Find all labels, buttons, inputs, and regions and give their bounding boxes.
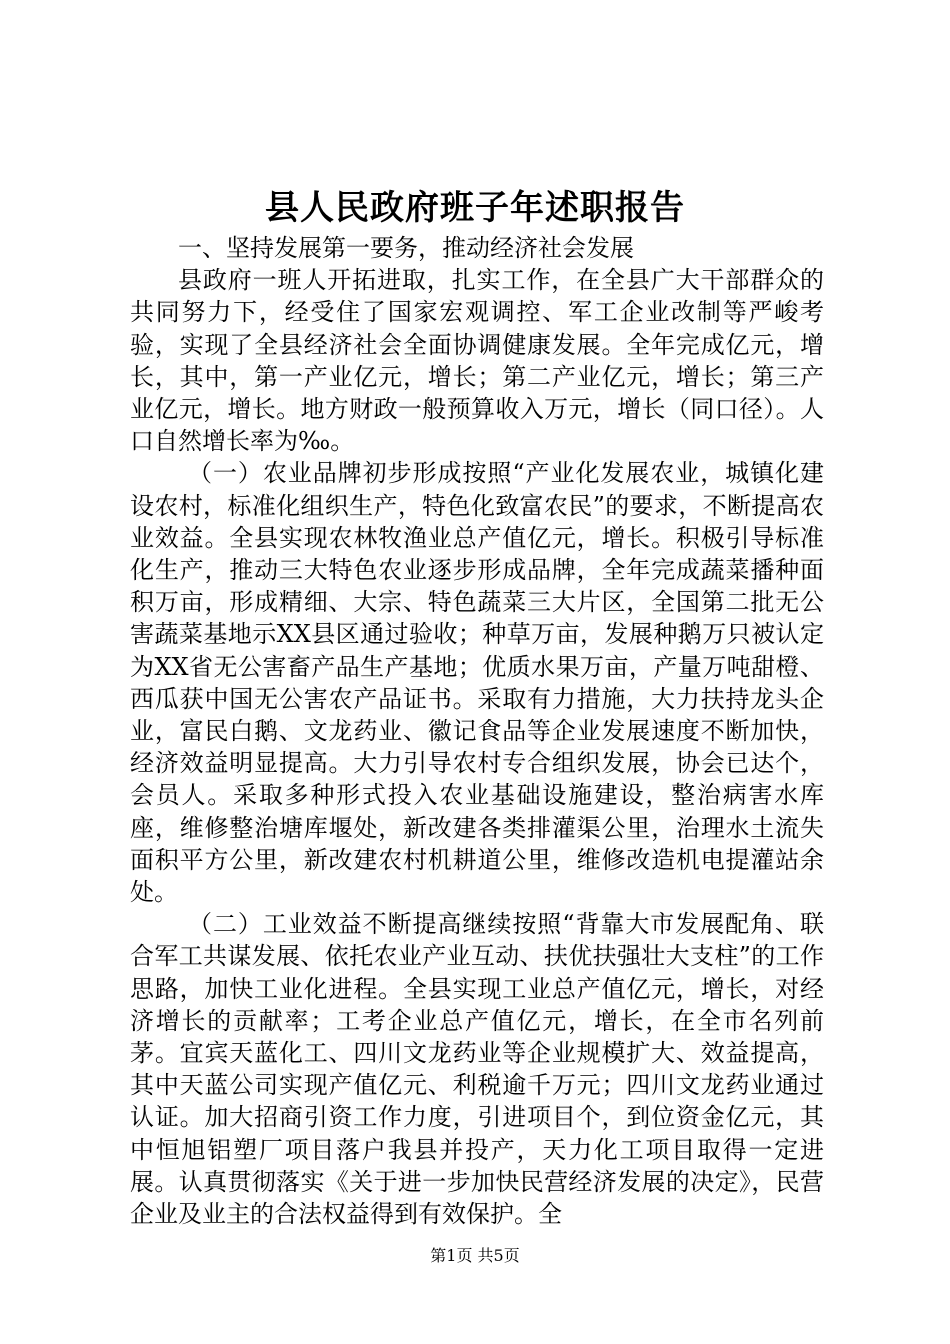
paragraph-industry: （二）工业效益不断提高继续按照“背靠大市发展配角、联合军工共谋发展、依托农业产业互动、扶优扶强壮大支柱”的工作思路，加快工业化进程。全县实现工业总产值亿元，增长，对经济增长的贡献率；工考企业总产值亿元，增长，在全市名列前茅。宜宾天蓝化工、四川文龙药业等企业规模扩大、效益提高，其中天蓝公司实现产值亿元、利税逾千万元；四川文龙药业通过认证。加大招商引资工作力度，引进项目个，到位资金亿元，其中恒旭铝塑厂项目落户我县并投产，天力化工项目取得一定进展。认真贯彻落实《关于进一步加快民营经济发展的决定》，民营企业及业主的合法权益得到有效保护。全 (130, 910, 824, 1229)
page-footer: 第1页 共5页 (430, 1246, 520, 1265)
paragraph-agriculture: （一）农业品牌初步形成按照“产业化发展农业，城镇化建设农村，标准化组织生产，特色化致富农民”的要求，不断提高农业效益。全县实现农林牧渔业总产值亿元，增长。积极引导标准化生产，推动三大特色农业逐步形成品牌，全年完成蔬菜播种面积万亩，形成精细、大宗、特色蔬菜三大片区，全国第二批无公害蔬菜基地示XX县区通过验收；种草万亩，发展种鹅万只被认定为XX省无公害畜产品生产基地；优质水果万亩，产量万吨甜橙、西瓜获中国无公害农产品证书。采取有力措施，大力扶持龙头企业，富民白鹅、文龙药业、徽记食品等企业发展速度不断加快，经济效益明显提高。大力引导农村专合组织发展，协会已达个，会员人。采取多种形式投入农业基础设施建设，整治病害水库座，维修整治塘库堰处，新改建各类排灌渠公里，治理水土流失面积平方公里，新改建农村机耕道公里，维修改造机电提灌站余处。 (130, 459, 824, 907)
section-heading: 一、坚持发展第一要务，推动经济社会发展 (178, 234, 634, 262)
paragraph-overview: 县政府一班人开拓进取，扎实工作，在全县广大干部群众的共同努力下，经受住了国家宏观调控、军工企业改制等严峻考验，实现了全县经济社会全面协调健康发展。全年完成亿元，增长，其中，第一产业亿元，增长；第二产业亿元，增长；第三产业亿元，增长。地方财政一般预算收入万元，增长（同口径）。人口自然增长率为‰。 (130, 266, 824, 456)
document-body (130, 232, 824, 1230)
document-title: 县人民政府班子年述职报告 (265, 188, 685, 228)
